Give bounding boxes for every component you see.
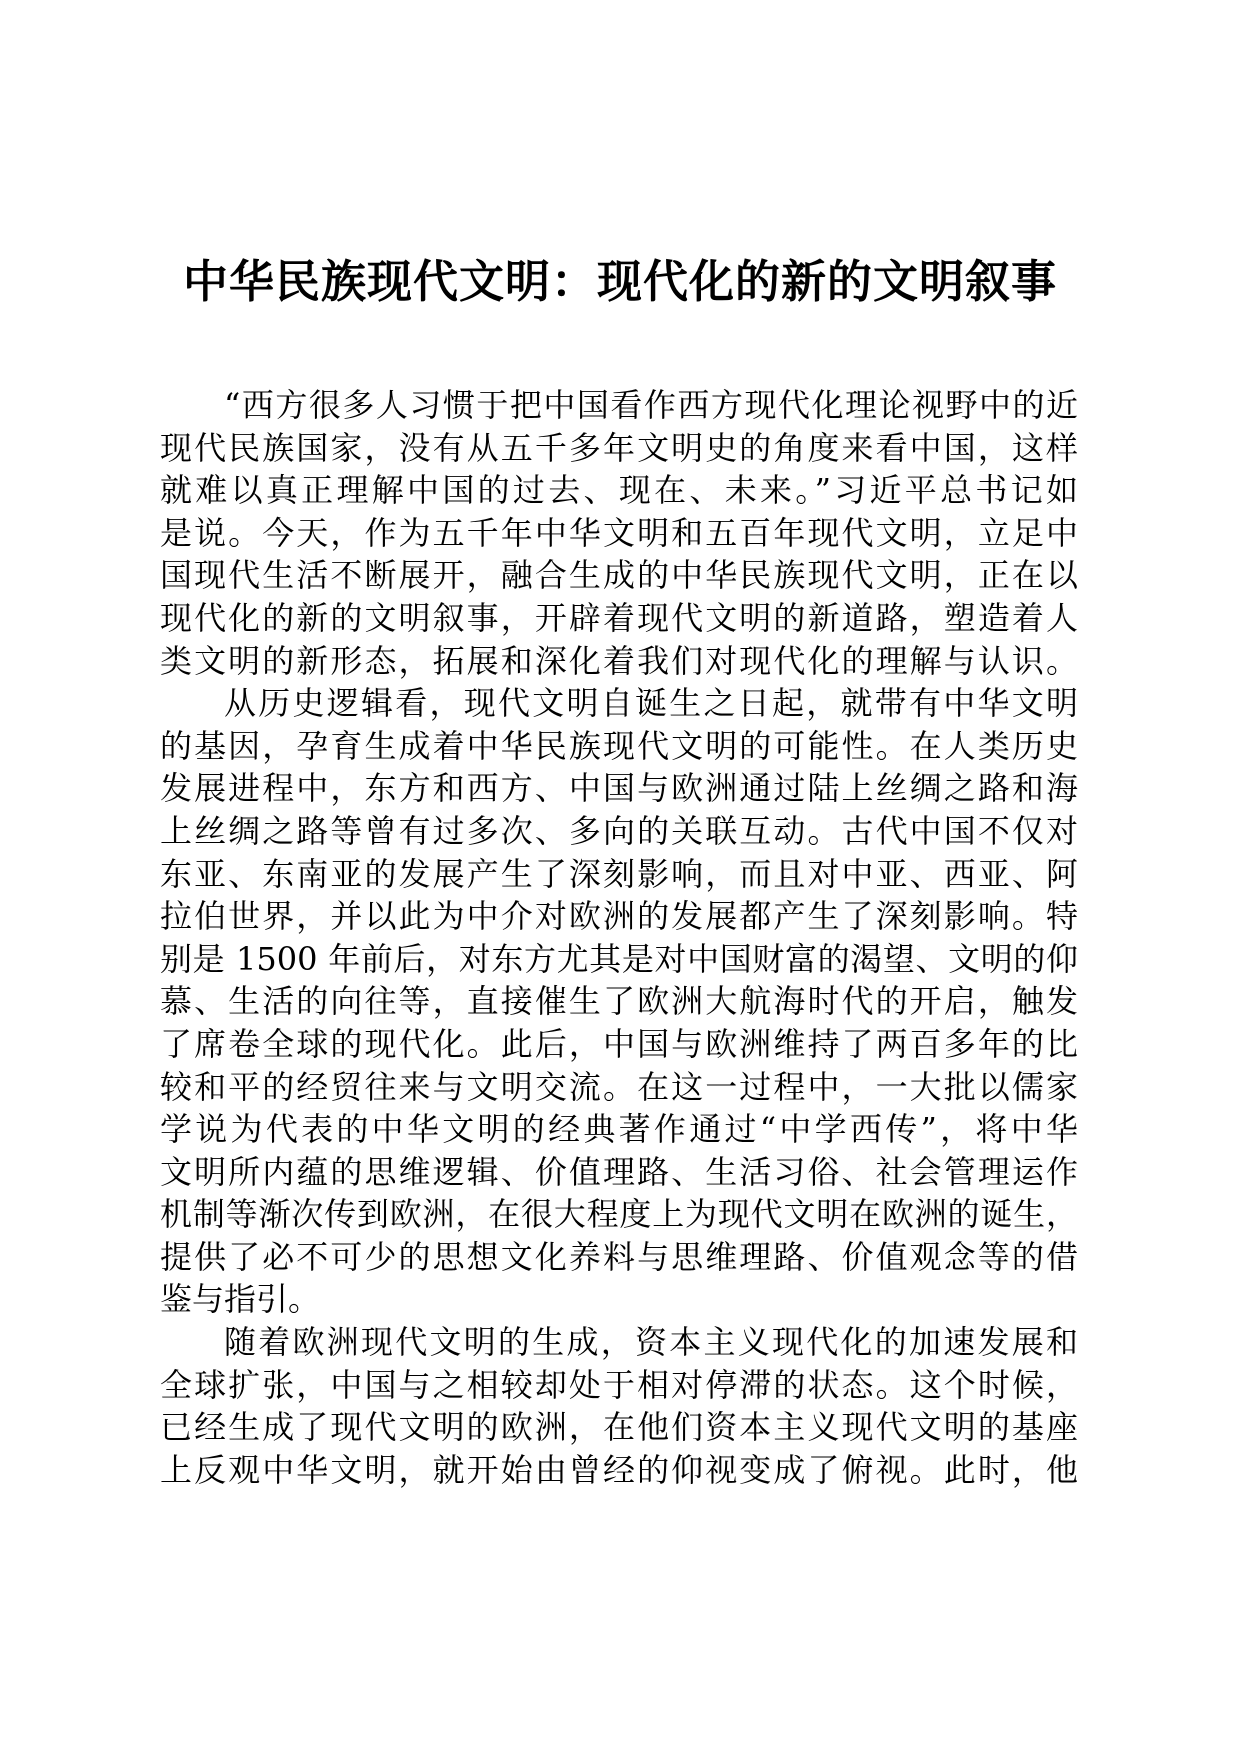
paragraph-1: [160, 384, 1078, 682]
text-line: 现代民族国家，没有从五千多年文明史的角度来看中国，这样: [160, 428, 1078, 467]
text-line: 上反观中华文明，就开始由曾经的仰视变成了俯视。此时，他: [160, 1450, 1078, 1489]
text-line: 了席卷全球的现代化。此后，中国与欧洲维持了两百多年的比: [160, 1024, 1078, 1063]
text-line: 国现代生活不断展开，融合生成的中华民族现代文明，正在以: [160, 556, 1078, 595]
text-line: 机制等渐次传到欧洲，在很大程度上为现代文明在欧洲的诞生，: [160, 1195, 1078, 1234]
text-line: 随着欧洲现代文明的生成，资本主义现代化的加速发展和: [224, 1323, 1078, 1362]
paragraph-2: [160, 682, 1078, 1321]
page-title: 中华民族现代文明：现代化的新的文明叙事: [182, 255, 1057, 308]
text-line: 上丝绸之路等曾有过多次、多向的关联互动。古代中国不仅对: [160, 811, 1078, 850]
text-line: “西方很多人习惯于把中国看作西方现代化理论视野中的近: [224, 386, 1078, 424]
text-line: 类文明的新形态，拓展和深化着我们对现代化的理解与认识。: [160, 641, 1078, 680]
text-line: 是说。今天，作为五千年中华文明和五百年现代文明，立足中: [160, 513, 1078, 552]
text-line: 现代化的新的文明叙事，开辟着现代文明的新道路，塑造着人: [160, 598, 1078, 637]
text-line: 从历史逻辑看，现代文明自诞生之日起，就带有中华文明: [224, 684, 1078, 723]
text-line: 东亚、东南亚的发展产生了深刻影响，而且对中亚、西亚、阿: [160, 854, 1078, 893]
text-line: 鉴与指引。: [160, 1280, 321, 1319]
text-line: 慕、生活的向往等，直接催生了欧洲大航海时代的开启，触发: [160, 982, 1078, 1021]
text-line: 提供了必不可少的思想文化养料与思维理路、价值观念等的借: [160, 1237, 1078, 1276]
text-line: 的基因，孕育生成着中华民族现代文明的可能性。在人类历史: [160, 726, 1078, 765]
body-text: [160, 384, 1078, 1491]
paragraph-3: [160, 1321, 1078, 1491]
text-line: 文明所内蕴的思维逻辑、价值理路、生活习俗、社会管理运作: [160, 1152, 1078, 1191]
text-line: 较和平的经贸往来与文明交流。在这一过程中，一大批以儒家: [160, 1067, 1078, 1106]
text-line: 拉伯世界，并以此为中介对欧洲的发展都产生了深刻影响。特: [160, 897, 1078, 936]
text-line: 别是 1500 年前后，对东方尤其是对中国财富的渴望、文明的仰: [160, 939, 1078, 978]
text-line: 全球扩张，中国与之相较却处于相对停滞的状态。这个时候，: [160, 1365, 1078, 1404]
text-line: 发展进程中，东方和西方、中国与欧洲通过陆上丝绸之路和海: [160, 769, 1078, 808]
text-line: 就难以真正理解中国的过去、现在、未来。”习近平总书记如: [160, 471, 1078, 510]
text-line: 已经生成了现代文明的欧洲，在他们资本主义现代文明的基座: [160, 1408, 1078, 1447]
text-line: 学说为代表的中华文明的经典著作通过“中学西传”，将中华: [160, 1110, 1078, 1149]
